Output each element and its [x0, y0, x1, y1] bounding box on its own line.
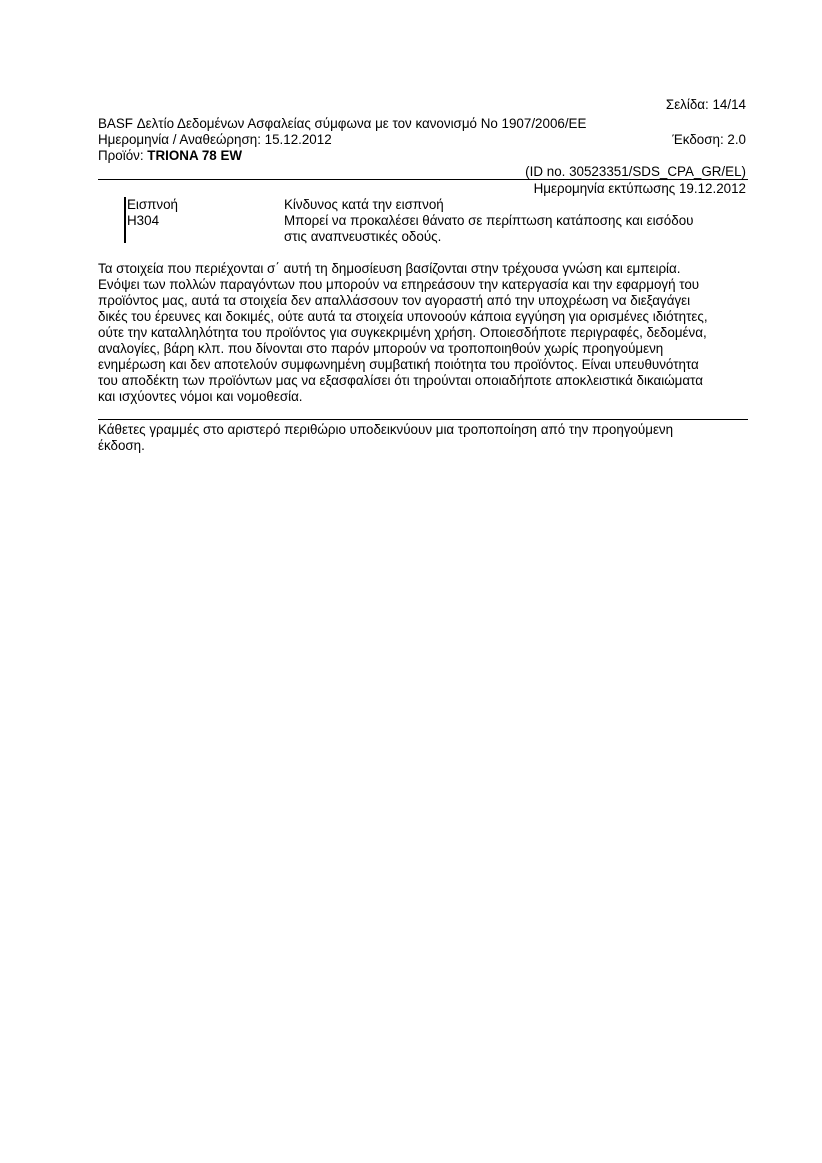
hazard-text-line: Μπορεί να προκαλέσει θάνατο σε περίπτωση κατάποσης και εισόδου: [284, 213, 694, 228]
product-name: TRIONA 78 EW: [147, 148, 243, 163]
disclaimer-line: και ισχύοντες νόμοι και νομοθεσία.: [98, 389, 303, 404]
hazard-text-line: στις αναπνευστικές οδούς.: [284, 229, 442, 244]
disclaimer-line: ενημέρωση και δεν αποτελούν συμφωνημένη συμβατική ποιότητα του προϊόντος. Είναι υπευθυνότητα: [98, 357, 699, 372]
disclaimer-line: Ενόψει των πολλών παραγόντων που μπορούν να επηρεάσουν την κατεργασία και την εφαρμογή του: [98, 277, 700, 292]
footnote-divider: [98, 419, 748, 420]
header-divider: [98, 179, 748, 180]
hazard-text: Κίνδυνος κατά την εισπνοή: [284, 197, 444, 212]
print-date: Ημερομηνία εκτύπωσης 19.12.2012: [533, 181, 746, 196]
disclaimer-line: του αποδέκτη των προϊόντων μας να εξασφαλίσει ότι τηρούνται οποιαδήποτε αποκλειστικά δικαιώματα: [98, 373, 703, 388]
disclaimer-line: δικές του έρευνες και δοκιμές, ούτε αυτά τα στοιχεία υπονοούν κάποια εγγύηση για ορισμένες ιδιότητες,: [98, 309, 708, 324]
product-label: Προϊόν:: [98, 148, 148, 163]
disclaimer-line: Τα στοιχεία που περιέχονται σ΄ αυτή τη δημοσίευση βασίζονται στην τρέχουσα γνώση και εμπειρία.: [98, 261, 681, 276]
disclaimer-line: αναλογίες, βάρη κλπ. που δίνονται στο παρόν μπορούν να τροποποιηθούν χωρίς προηγούμενη: [98, 341, 664, 356]
hazard-text: [284, 213, 693, 245]
date-revision: Ημερομηνία / Αναθεώρηση: 15.12.2012: [98, 132, 332, 147]
footnote-line: έκδοση.: [98, 438, 145, 453]
disclaimer-paragraph: [98, 261, 748, 405]
disclaimer-line: προϊόντος μας, αυτά τα στοιχεία δεν απαλλάσσουν τον αγοραστή από την υποχρέωση να διεξαγάγει: [98, 293, 691, 308]
footnote-line: Κάθετες γραμμές στο αριστερό περιθώριο υποδεικνύουν μια τροποποίηση από την προηγούμενη: [98, 422, 674, 437]
edition: Έκδοση: 2.0: [672, 132, 746, 147]
page-number: Σελίδα: 14/14: [665, 97, 746, 112]
product-line: [98, 148, 242, 164]
id-number: (ID no. 30523351/SDS_CPA_GR/EL): [525, 164, 746, 179]
hazard-code: Εισπνοή: [127, 197, 178, 212]
disclaimer-line: ούτε την καταλληλότητα του προϊόντος για συγκεκριμένη χρήση. Οποιεσδήποτε περιγραφές, δεδομένα,: [98, 325, 707, 340]
footnote: [98, 422, 748, 454]
change-bar: [124, 197, 126, 243]
hazard-code: H304: [127, 213, 160, 228]
document-title: BASF Δελτίο Δεδομένων Ασφαλείας σύμφωνα με τον κανονισμό Νο 1907/2006/ΕΕ: [98, 116, 587, 131]
